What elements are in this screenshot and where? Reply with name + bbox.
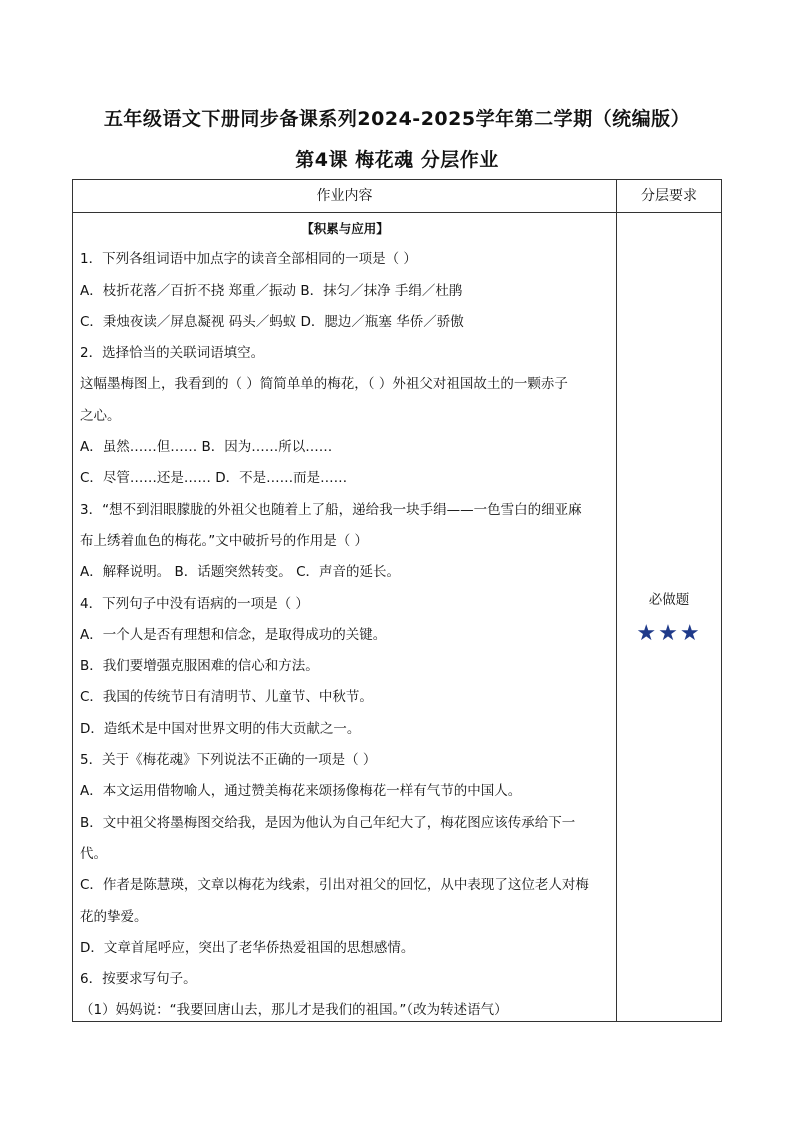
question-1: 1．下列各组词语中加点字的读音全部相同的一项是（ ）	[80, 251, 417, 268]
q2-options-ab: A．虽然……但…… B．因为……所以……	[80, 439, 333, 456]
q6-part-1: （1）妈妈说：“我要回唐山去，那儿才是我们的祖国。”（改为转述语气）	[80, 1002, 508, 1019]
q2-options-cd: C．尽管……还是…… D．不是……而是……	[80, 470, 348, 487]
question-5: 5．关于《梅花魂》下列说法不正确的一项是（ ）	[80, 752, 377, 769]
homework-table	[72, 179, 722, 1022]
q5-option-c: C．作者是陈慧瑛，文章以梅花为线索，引出对祖父的回忆，从中表现了这位老人对梅	[80, 877, 589, 894]
homework-content	[80, 213, 610, 1027]
q5-option-c-cont: 花的挚爱。	[80, 908, 148, 925]
q4-option-d: D．造纸术是中国对世界文明的伟大贡献之一。	[80, 720, 361, 737]
document-title: 五年级语文下册同步备课系列2024-2025学年第二学期（统编版）	[103, 108, 691, 130]
question-3: 3．“想不到泪眼朦胧的外祖父也随着上了船，递给我一块手绢——一色雪白的细亚麻	[80, 501, 582, 518]
q5-option-b: B．文中祖父将墨梅图交给我，是因为他认为自己年纪大了，梅花图应该传承给下一	[80, 814, 576, 831]
q3-options: A．解释说明。 B．话题突然转变。 C．声音的延长。	[80, 564, 401, 581]
q2-sentence-cont: 之心。	[80, 407, 121, 424]
q2-sentence: 这幅墨梅图上，我看到的（ ）简简单单的梅花，（ ）外祖父对祖国故土的一颗赤子	[80, 376, 568, 393]
q1-options-ab: A．枝折花落／百折不挠 郑重／振动 B．抹匀／抹净 手绢／杜鹃	[80, 282, 463, 299]
requirement-label: 必做题	[648, 592, 690, 608]
difficulty-stars-icon: ★★★	[636, 621, 702, 646]
q4-option-a: A．一个人是否有理想和信念，是取得成功的关键。	[80, 626, 387, 643]
q4-option-c: C．我国的传统节日有清明节、儿童节、中秋节。	[80, 689, 373, 706]
column-header-requirement: 分层要求	[641, 188, 697, 204]
q4-option-b: B．我们要增强克服困难的信心和方法。	[80, 658, 319, 675]
q5-option-a: A．本文运用借物喻人，通过赞美梅花来颂扬像梅花一样有气节的中国人。	[80, 783, 522, 800]
section-heading: 【积累与应用】	[301, 221, 389, 236]
q5-option-d: D．文章首尾呼应，突出了老华侨热爱祖国的思想感情。	[80, 939, 415, 956]
question-4: 4．下列句子中没有语病的一项是（ ）	[80, 595, 309, 612]
q5-option-b-cont: 代。	[80, 845, 107, 862]
question-2: 2．选择恰当的关联词语填空。	[80, 345, 265, 362]
column-header-content: 作业内容	[316, 188, 373, 204]
lesson-title: 第4课 梅花魂 分层作业	[295, 149, 499, 171]
question-3-cont: 布上绣着血色的梅花。”文中破折号的作用是（ ）	[80, 532, 369, 549]
q1-options-cd: C．秉烛夜读／屏息凝视 码头／蚂蚁 D．腮边／瓶塞 华侨／骄傲	[80, 313, 464, 330]
question-6: 6．按要求写句子。	[80, 971, 197, 988]
